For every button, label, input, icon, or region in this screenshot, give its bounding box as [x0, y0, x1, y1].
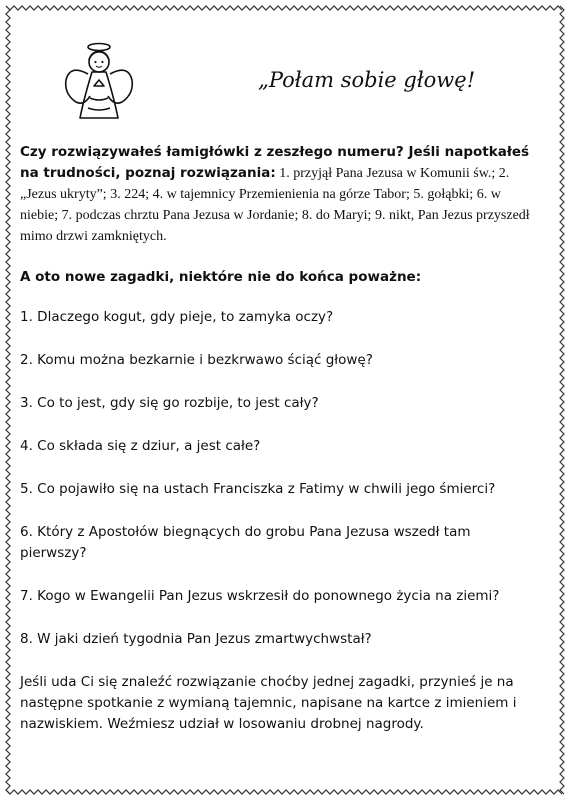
question-7: 7. Kogo w Ewangelii Pan Jezus wskrzesił do ponownego życia na ziemi?: [20, 588, 500, 604]
answers-text: 1. przyjął Pana Jezusa w Komunii św.; 2. „Jezus ukryty”; 3. 224; 4. w tajemnicy Przemienienia na górze Tabor; 5. gołąbki; 6. w niebie; 7. podczas chrztu Pana Jezusa w Jordanie; 8. do Maryi; 9. nikt, Pan Jezus przyszedł mimo drzwi zamkniętych.: [20, 166, 530, 244]
question-6: 6. Który z Apostołów biegnących do grobu Pana Jezusa wszedł tam pierwszy?: [20, 524, 471, 561]
header: [0, 0, 570, 130]
closing-paragraph: Jeśli uda Ci się znaleźć rozwiązanie choćby jednej zagadki, przynieś je na następne spotkanie z wymianą tajemnic, napisane na kartce z imieniem i nazwiskiem. Weźmiesz udział w losowaniu drobnej nagrody.: [20, 674, 517, 732]
question-2: 2. Komu można bezkarnie i bezkrwawo ściąć głowę?: [20, 352, 373, 368]
question-8: 8. W jaki dzień tygodnia Pan Jezus zmartwychwstał?: [20, 631, 372, 647]
new-riddles-header: A oto nowe zagadki, niektóre nie do końca poważne:: [20, 269, 422, 285]
question-4: 4. Co składa się z dziur, a jest całe?: [20, 438, 261, 454]
answers-lead: Czy rozwiązywałeś łamigłówki z zeszłego numeru? Jeśli napotkałeś na trudności, poznaj rozwiązania:: [20, 144, 530, 181]
question-5: 5. Co pojawiło się na ustach Franciszka z Fatimy w chwili jego śmierci?: [20, 481, 496, 497]
question-3: 3. Co to jest, gdy się go rozbije, to jest cały?: [20, 395, 319, 411]
angel-icon: [64, 38, 134, 122]
content: [20, 142, 540, 735]
question-1: 1. Dlaczego kogut, gdy pieje, to zamyka oczy?: [20, 309, 334, 325]
border-zigzag: [6, 790, 562, 794]
answers-paragraph: [20, 142, 540, 247]
page-title: „Połam sobie głowę!: [258, 68, 476, 92]
